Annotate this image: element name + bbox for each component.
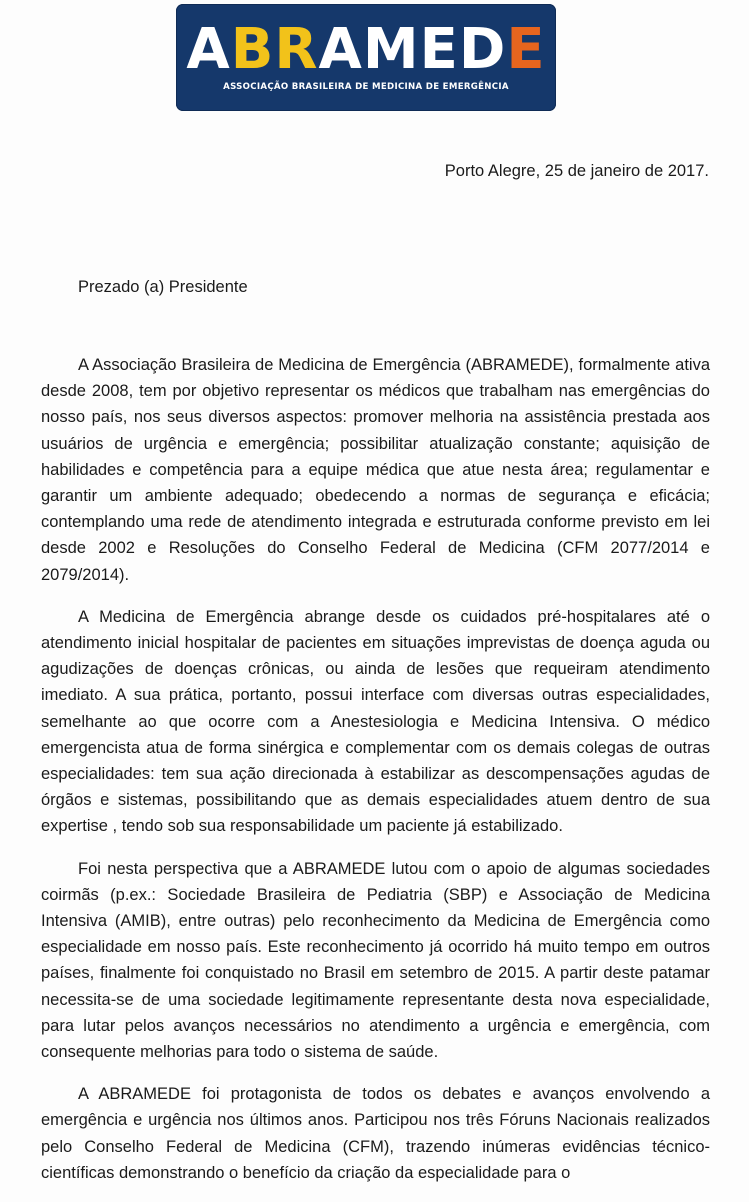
logo-part-amed: AMED <box>318 17 507 82</box>
paragraph-3: Foi nesta perspectiva que a ABRAMEDE lutou com o apoio de algumas sociedades coirmãs (p.ex.: Sociedade Brasileira de Pediatria (SBP) e Associação de Medicina Intensiva (AMIB), entre outras) pelo reconhecimento da Medicina de Emergência como especialidade em nosso país. Este reconhecimento já ocorrido há muito tempo em outros países, finalmente foi conquistado no Brasil em setembro de 2015. A partir deste patamar necessita-se de uma sociedade legitimamente representante desta nova especialidade, para lutar pelos avanços necessários no atendimento a urgência e emergência, com consequente melhorias para todo o sistema de saúde. <box>41 859 710 1062</box>
abramede-logo <box>176 4 556 111</box>
logo-part-e: E <box>506 17 546 82</box>
paragraph-4: A ABRAMEDE foi protagonista de todos os debates e avanços envolvendo a emergência e urgência nos últimos anos. Participou nos três Fóruns Nacionais realizados pelo Conselho Federal de Medicina (CFM), trazendo inúmeras evidências técnico-científicas demonstrando o benefício da criação da especialidade para o <box>41 1085 710 1182</box>
logo-subtitle: ASSOCIAÇÃO BRASILEIRA DE MEDICINA DE EMERGÊNCIA <box>223 82 509 92</box>
logo-wordmark <box>176 17 556 82</box>
logo-part-a: A <box>186 17 231 82</box>
logo-part-br: BR <box>230 17 319 82</box>
letter-salutation: Prezado (a) Presidente <box>78 278 248 296</box>
paragraph-2: A Medicina de Emergência abrange desde os cuidados pré-hospitalares até o atendimento inicial hospitalar de pacientes em situações imprevistas de doença aguda ou agudizações de doenças crônicas, ou ainda de lesões que requeiram atendimento imediato. A sua prática, portanto, possui interface com diversas outras especialidades, semelhante ao que ocorre com a Anestesiologia e Medicina Intensiva. O médico emergencista atua de forma sinérgica e complementar com os demais colegas de outras especialidades: tem sua ação direcionada à estabilizar as descompensações agudas de órgãos e sistemas, possibilitando que as demais especialidades atuem dentro de sua expertise , tendo sob sua responsabilidade um paciente já estabilizado. <box>41 607 710 836</box>
letter-body <box>41 352 710 1202</box>
paragraph-1: A Associação Brasileira de Medicina de Emergência (ABRAMEDE), formalmente ativa desde 2008, tem por objetivo representar os médicos que trabalham nas emergências do nosso país, nos seus diversos aspectos: promover melhoria na assistência prestada aos usuários de urgência e emergência; possibilitar atualização constante; aquisição de habilidades e competência para a equipe médica que atue nesta área; regulamentar e garantir um ambiente adequado; obedecendo a normas de segurança e eficácia; contemplando uma rede de atendimento integrada e estruturada conforme previsto em lei desde 2002 e Resoluções do Conselho Federal de Medicina (CFM 2077/2014 e 2079/2014). <box>41 356 710 584</box>
letter-dateline: Porto Alegre, 25 de janeiro de 2017. <box>444 162 709 180</box>
